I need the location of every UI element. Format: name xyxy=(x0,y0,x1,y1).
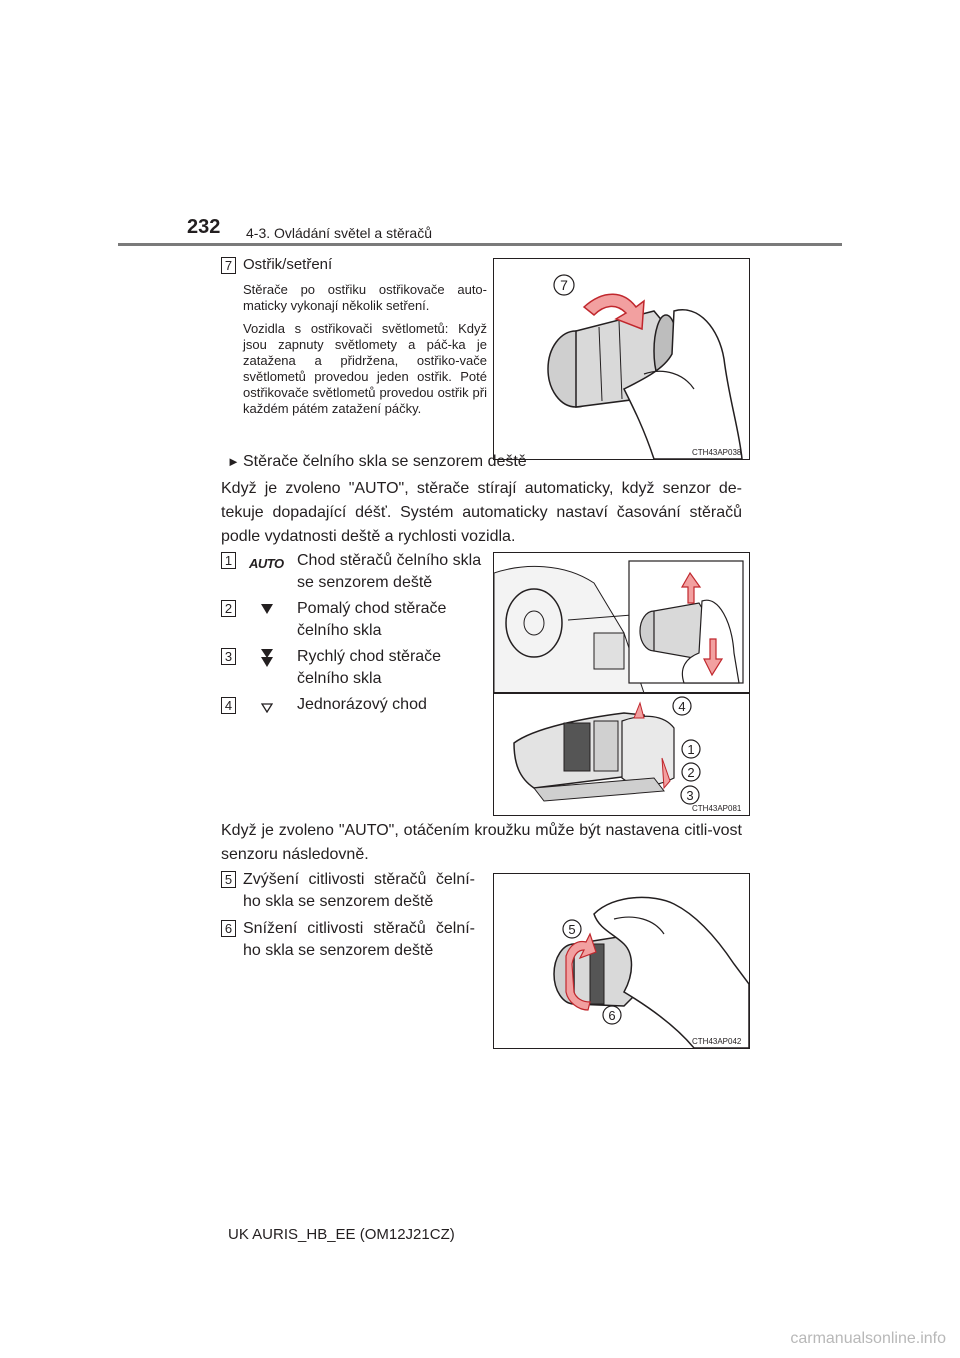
callout-7-label: 7 xyxy=(560,277,568,293)
dashboard xyxy=(494,566,644,693)
callout-6-label: 6 xyxy=(608,1008,616,1023)
washer-lever-illustration xyxy=(494,259,749,459)
single-down-arrow-icon xyxy=(260,603,274,615)
header-divider xyxy=(118,243,842,246)
triangle-marker-icon: ► xyxy=(227,454,240,469)
figure-sensitivity-ring xyxy=(493,873,750,1049)
callout-1-label: 1 xyxy=(687,742,695,757)
item-6-label: Snížení citlivosti stěračů čelní-ho skla se senzorem deště xyxy=(243,920,475,959)
rain-sensor-paragraph: Když je zvoleno "AUTO", stěrače stírají automaticky, když senzor de-tekuje dopadající déšť. Systém automaticky nastaví časování stěračů podle vydatnosti deště a rychlosti vozidla. xyxy=(221,480,742,545)
figure-washer-lever xyxy=(493,258,750,460)
sensitivity-paragraph: Když je zvoleno "AUTO", otáčením kroužku může být nastavena citli-vost senzoru následovně. xyxy=(221,822,742,863)
item-4-label: Jednorázový chod xyxy=(297,696,427,713)
item-7-paragraph-2: Vozidla s ostřikovači světlometů: Když jsou zapnuty světlomety a páč-ka je zatažena a přidržena, ostřiko-vače světlometů provedou jeden ostřik. Poté ostřikovače světlometů provedou ostřik při každém pátém zatažení páčky. xyxy=(243,321,487,416)
item-number-3: 3 xyxy=(221,648,236,665)
item-1-label: Chod stěračů čelního skla se senzorem deště xyxy=(297,552,482,591)
lever-ring xyxy=(564,723,590,771)
section-title: 4-3. Ovládání světel a stěračů xyxy=(246,225,432,241)
footer-manual-code: UK AURIS_HB_EE (OM12J21CZ) xyxy=(228,1226,455,1243)
mist-arrow-icon xyxy=(261,703,273,713)
item-5-label: Zvýšení citlivosti stěračů čelní-ho skla se senzorem deště xyxy=(243,871,475,910)
callout-2-label: 2 xyxy=(687,765,695,780)
callout-5-label: 5 xyxy=(568,922,576,937)
rain-sensor-illustration xyxy=(494,553,749,815)
item-number-2: 2 xyxy=(221,600,236,617)
sensitivity-ring-illustration xyxy=(494,874,749,1048)
callout-3-label: 3 xyxy=(686,788,694,803)
watermark: carmanualsonline.info xyxy=(790,1330,946,1347)
item-number-4: 4 xyxy=(221,697,236,714)
item-number-1: 1 xyxy=(221,552,236,569)
rain-sensor-heading: Stěrače čelního skla se senzorem deště xyxy=(243,453,527,470)
item-7-paragraph-1: Stěrače po ostřiku ostřikovače auto-maticky vykonají několik setření. xyxy=(243,282,487,313)
figure-code-042: CTH43AP042 xyxy=(692,1037,742,1046)
auto-icon: AUTO xyxy=(249,556,284,571)
item-3-label: Rychlý chod stěrače čelního skla xyxy=(297,648,442,687)
item-number-6: 6 xyxy=(221,920,236,937)
figure-rain-sensor-lever xyxy=(493,552,750,816)
item-number-5: 5 xyxy=(221,871,236,888)
callout-4-label: 4 xyxy=(678,699,686,714)
figure-code-038: CTH43AP038 xyxy=(692,448,742,457)
item-number-7: 7 xyxy=(221,257,236,274)
double-down-arrow-icon xyxy=(260,648,274,668)
item-2-label: Pomalý chod stěrače čelního skla xyxy=(297,600,447,639)
item-7-title: Ostřik/setření xyxy=(243,256,333,273)
page-number: 232 xyxy=(187,216,221,238)
figure-code-081: CTH43AP081 xyxy=(692,804,742,813)
